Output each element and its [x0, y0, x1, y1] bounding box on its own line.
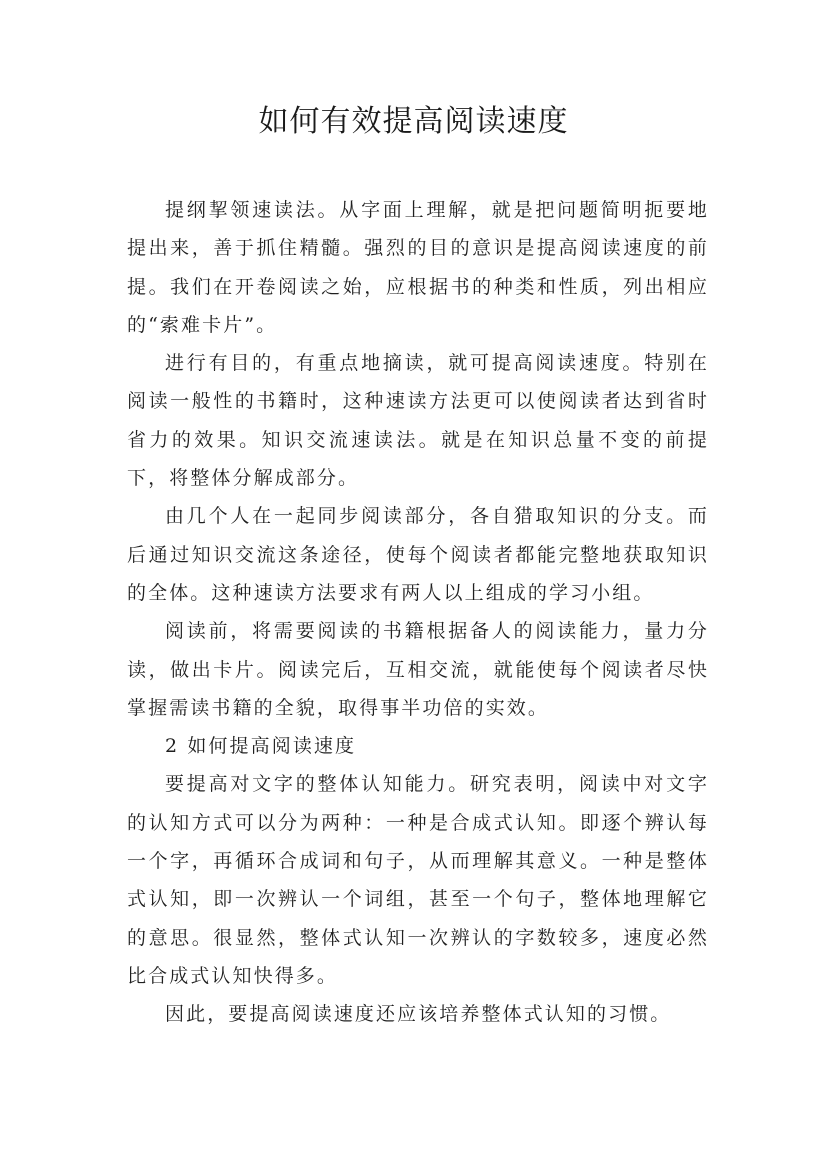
- paragraph: 因此，要提高阅读速度还应该培养整体式认知的习惯。: [165, 1003, 672, 1026]
- paragraph: 要提高对文字的整体认知能力。研究表明，阅读中对文字的认知方式可以分为两种：一种是合成式认知。即逐个辨认每一个字，再循环合成词和句子，从而理解其意义。一种是整体式认知，即一次辨认一个词组，甚至一个句子，整体地理解它的意思。很显然，整体式认知一次辨认的字数较多，速度必然比合成式认知快得多。: [127, 773, 709, 987]
- paragraph: 提纲挈领速读法。从字面上理解，就是把问题简明扼要地提出来，善于抓住精髓。强烈的目的意识是提高阅读速度的前提。我们在开卷阅读之始，应根据书的种类和性质，列出相应的“索难卡片”。: [127, 199, 709, 336]
- document-body: [127, 191, 709, 1034]
- paragraph: 阅读前，将需要阅读的书籍根据备人的阅读能力，量力分读，做出卡片。阅读完后，互相交流，就能使每个阅读者尽快掌握需读书籍的全貌，取得事半功倍的实效。: [127, 620, 709, 719]
- document-title: 如何有效提高阅读速度: [258, 104, 569, 139]
- section-heading: 2 如何提高阅读速度: [165, 735, 357, 758]
- paragraph: 由几个人在一起同步阅读部分，各自猎取知识的分支。而后通过知识交流这条途径，使每个阅读者都能完整地获取知识的全体。这种速读方法要求有两人以上组成的学习小组。: [127, 505, 709, 604]
- paragraph: 进行有目的，有重点地摘读，就可提高阅读速度。特别在阅读一般性的书籍时，这种速读方法更可以使阅读者达到省时省力的效果。知识交流速读法。就是在知识总量不变的前提下，将整体分解成部分。: [127, 352, 709, 490]
